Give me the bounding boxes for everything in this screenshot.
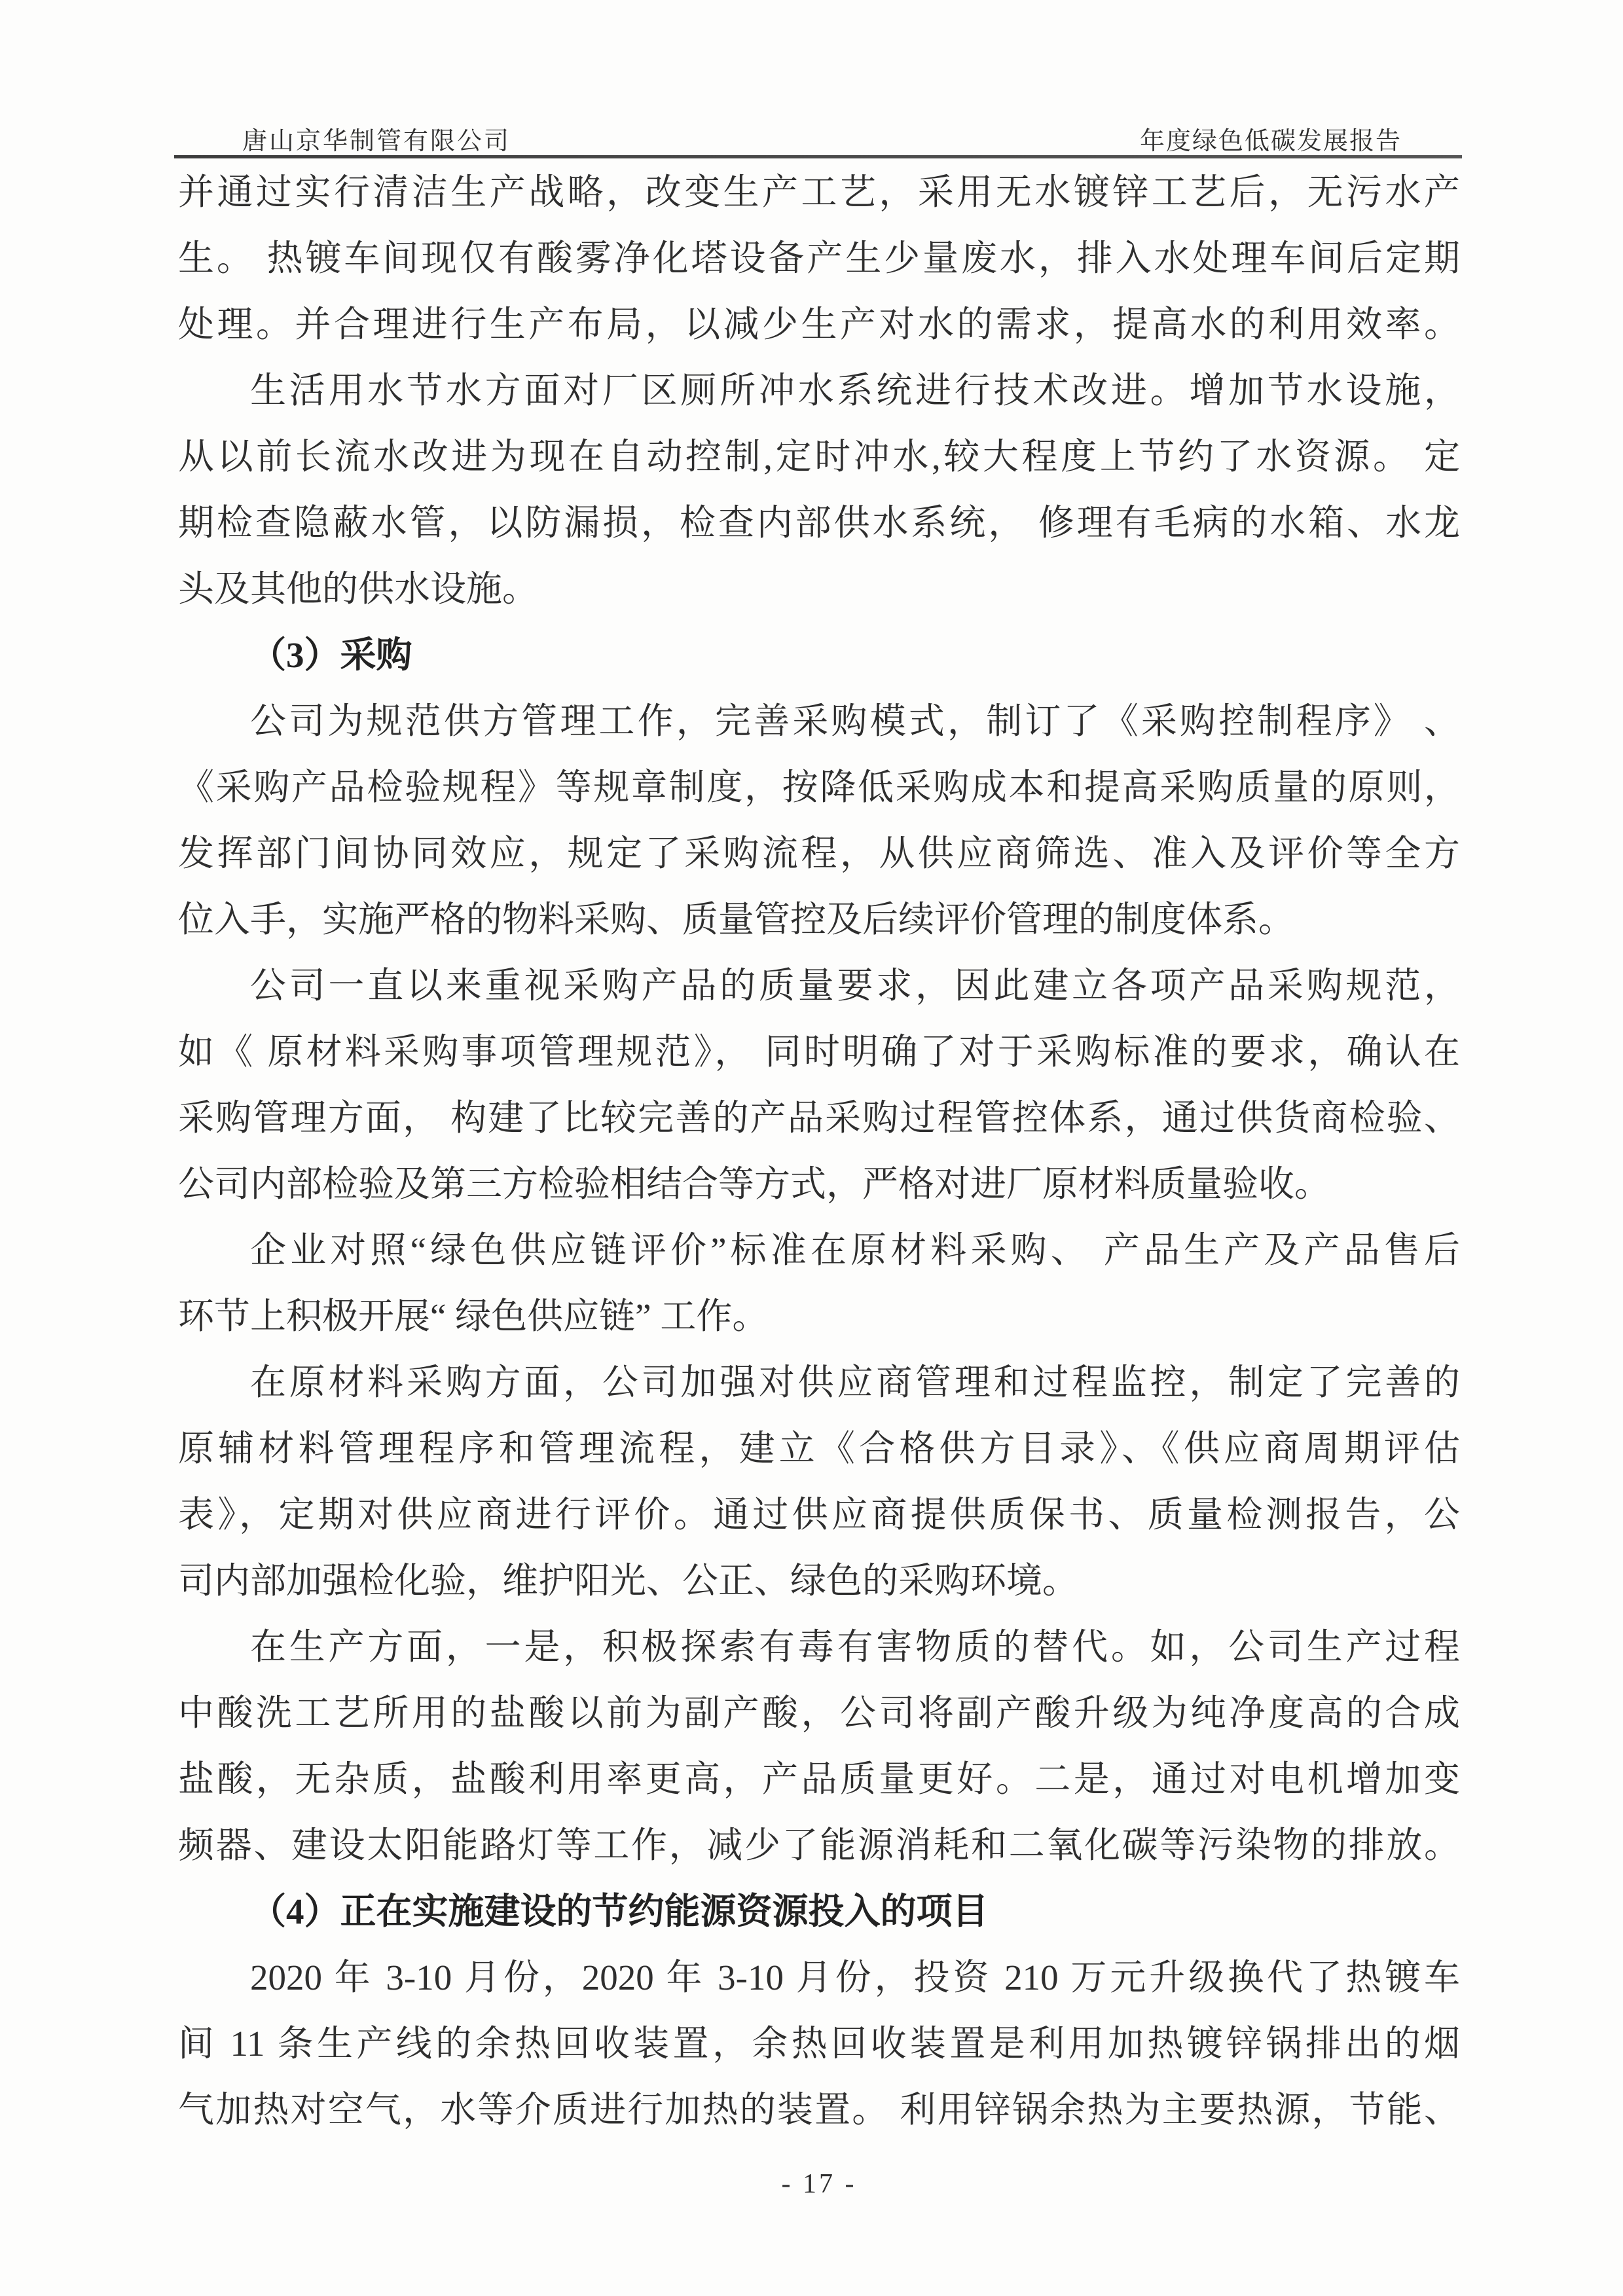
text-line: 并通过实行清洁生产战略，改变生产工艺，采用无水镀锌工艺后，无污水产	[178, 172, 1460, 212]
header-divider-rule	[174, 155, 1462, 158]
text-line: 企业对照“绿色供应链评价”标准在原材料采购、 产品生产及产品售后	[250, 1230, 1460, 1270]
section-heading: （4）正在实施建设的节约能源资源投入的项目	[250, 1891, 989, 1931]
document-body	[178, 159, 1460, 2143]
text-line: 公司为规范供方管理工作，完善采购模式，制订了《采购控制程序》 、	[250, 701, 1460, 741]
text-line: 《采购产品检验规程》等规章制度，按降低采购成本和提高采购质量的原则，	[178, 767, 1460, 807]
text-line: 表》，定期对供应商进行评价。通过供应商提供质保书、质量检测报告，公	[178, 1495, 1460, 1535]
text-line: 从以前长流水改进为现在自动控制,定时冲水,较大程度上节约了水资源。 定	[178, 437, 1460, 477]
text-line: 公司内部检验及第三方检验相结合等方式，严格对进厂原材料质量验收。	[178, 1164, 1331, 1204]
header-company-name: 唐山京华制管有限公司	[242, 128, 511, 155]
text-line: 如《 原材料采购事项管理规范》， 同时明确了对于采购标准的要求，确认在	[178, 1032, 1460, 1072]
section-heading: （3）采购	[250, 635, 412, 675]
page-footer	[178, 2168, 1460, 2200]
text-line: 环节上积极开展“ 绿色供应链” 工作。	[178, 1296, 769, 1336]
header-report-title: 年度绿色低碳发展报告	[1139, 128, 1402, 155]
text-line: 头及其他的供水设施。	[178, 569, 539, 609]
text-line: 2020 年 3-10 月份，2020 年 3-10 月份，投资 210 万元升级换代了热镀车	[250, 1958, 1460, 1997]
text-line: 气加热对空气，水等介质进行加热的装置。 利用锌锅余热为主要热源，节能、	[178, 2090, 1460, 2130]
text-line: 位入手，实施严格的物料采购、质量管控及后续评价管理的制度体系。	[178, 900, 1295, 939]
text-line: 中酸洗工艺所用的盐酸以前为副产酸，公司将副产酸升级为纯净度高的合成	[178, 1693, 1460, 1733]
page-number: - 17 -	[781, 2169, 857, 2199]
text-line: 司内部加强检化验，维护阳光、公正、绿色的采购环境。	[178, 1561, 1079, 1601]
text-line: 频器、建设太阳能路灯等工作，减少了能源消耗和二氧化碳等污染物的排放。	[178, 1825, 1460, 1865]
text-line: 生活用水节水方面对厂区厕所冲水系统进行技术改进。增加节水设施，	[250, 371, 1460, 410]
text-line: 采购管理方面， 构建了比较完善的产品采购过程管控体系，通过供货商检验、	[178, 1098, 1460, 1138]
text-line: 盐酸，无杂质，盐酸利用率更高，产品质量更好。二是，通过对电机增加变	[178, 1759, 1460, 1799]
text-line: 在原材料采购方面，公司加强对供应商管理和过程监控，制定了完善的	[250, 1362, 1460, 1402]
text-line: 间 11 条生产线的余热回收装置，余热回收装置是利用加热镀锌锅排出的烟	[178, 2024, 1460, 2064]
text-line: 公司一直以来重视采购产品的质量要求，因此建立各项产品采购规范，	[250, 966, 1460, 1006]
text-line: 在生产方面，一是，积极探索有毒有害物质的替代。如，公司生产过程	[250, 1627, 1460, 1667]
text-line: 发挥部门间协同效应，规定了采购流程，从供应商筛选、准入及评价等全方	[178, 833, 1460, 873]
text-line: 生。 热镀车间现仅有酸雾净化塔设备产生少量废水，排入水处理车间后定期	[178, 238, 1460, 278]
text-line: 原辅材料管理程序和管理流程，建立《合格供方目录》、《供应商周期评估	[178, 1429, 1460, 1468]
text-line: 处理。并合理进行生产布局，以减少生产对水的需求，提高水的利用效率。	[178, 304, 1460, 344]
text-line: 期检查隐蔽水管，以防漏损，检查内部供水系统， 修理有毛病的水箱、水龙	[178, 503, 1460, 543]
